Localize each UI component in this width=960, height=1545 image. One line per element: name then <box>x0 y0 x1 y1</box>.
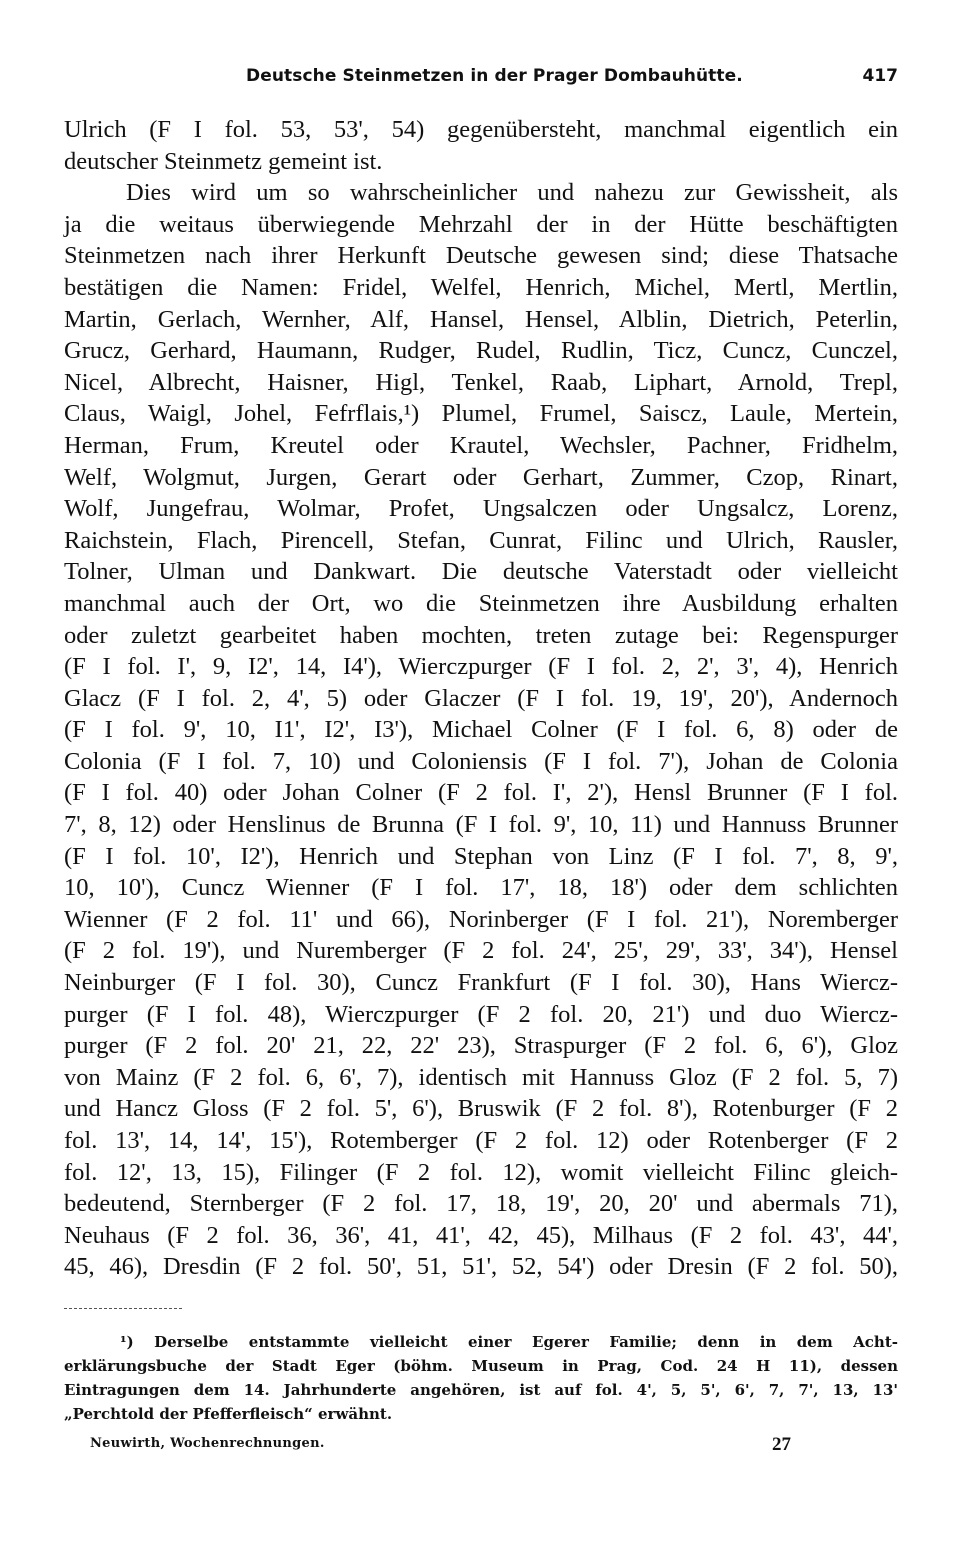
text-line: Dies wird um so wahrscheinlicher und nahezu zur Gewissheit, als <box>126 179 898 207</box>
text-line: Ulrich (F I fol. 53, 53', 54) gegenübersteht, manchmal eigentlich ein <box>64 116 898 143</box>
text-line: Glacz (F I fol. 2, 4', 5) oder Glaczer (F I fol. 19, 19', 20'), Andernoch <box>64 684 898 712</box>
text-line: Neinburger (F I fol. 30), Cuncz Frankfurt (F I fol. 30), Hans Wiercz- <box>64 969 898 997</box>
text-line: Steinmetzen nach ihrer Herkunft Deutsche gewesen sind; diese Thatsache <box>64 242 898 270</box>
body-text <box>64 114 898 1283</box>
running-title: Deutsche Steinmetzen in der Prager Dombauhütte. <box>246 66 743 86</box>
text-line: fol. 12', 13, 15), Filinger (F 2 fol. 12), womit vielleicht Filinc gleich- <box>64 1158 898 1186</box>
signature-mark: Neuwirth, Wochenrechnungen. <box>90 1436 325 1451</box>
text-line: Martin, Gerlach, Wernher, Alf, Hansel, Hensel, Alblin, Dietrich, Peterlin, <box>64 305 898 333</box>
page-number: 417 <box>862 66 898 86</box>
footnotes <box>64 1330 898 1426</box>
text-line: purger (F 2 fol. 20' 21, 22, 22' 23), Straspurger (F 2 fol. 6, 6'), Gloz <box>64 1032 898 1060</box>
footnote-line: erklärungsbuche der Stadt Eger (böhm. Museum in Prag, Cod. 24 H 11), dessen <box>64 1357 898 1375</box>
text-line: Grucz, Gerhard, Haumann, Rudger, Rudel, Rudlin, Ticz, Cuncz, Cunczel, <box>64 337 898 365</box>
text-line: Claus, Waigl, Johel, Fefrflais,¹) Plumel, Frumel, Saiscz, Laule, Mertein, <box>64 400 898 428</box>
text-line: purger (F I fol. 48), Wierczpurger (F 2 fol. 20, 21') und duo Wiercz- <box>64 1000 898 1028</box>
footnote-line: Eintragungen dem 14. Jahrhunderte angehören, ist auf fol. 4', 5, 5', 6', 7, 7', 13, 13' <box>64 1381 898 1399</box>
text-line: deutscher Steinmetz gemeint ist. <box>64 147 383 175</box>
text-line: von Mainz (F 2 fol. 6, 6', 7), identisch mit Hannuss Gloz (F 2 fol. 5, 7) <box>64 1063 898 1091</box>
text-line: Wolf, Jungefrau, Wolmar, Profet, Ungsalczen oder Ungsalcz, Lorenz, <box>64 495 898 523</box>
text-line: Nicel, Albrecht, Haisner, Higl, Tenkel, Raab, Liphart, Arnold, Trepl, <box>64 368 898 396</box>
text-line: Colonia (F I fol. 7, 10) und Coloniensis (F I fol. 7'), Johan de Colonia <box>64 747 898 775</box>
signature-number: 27 <box>772 1434 791 1455</box>
footnote-separator <box>64 1308 182 1309</box>
text-line: (F I fol. 9', 10, I1', I2', I3'), Michael Colner (F I fol. 6, 8) oder de <box>64 716 898 744</box>
text-line: (F 2 fol. 19'), und Nuremberger (F 2 fol. 24', 25', 29', 33', 34'), Hensel <box>64 937 898 965</box>
text-line: 7', 8, 12) oder Henslinus de Brunna (F I fol. 9', 10, 11) und Hannuss Brunner <box>64 811 898 839</box>
text-line: Raichstein, Flach, Pirencell, Stefan, Cunrat, Filinc und Ulrich, Rausler, <box>64 526 898 554</box>
text-line: Neuhaus (F 2 fol. 36, 36', 41, 41', 42, 45), Milhaus (F 2 fol. 43', 44', <box>64 1221 898 1249</box>
text-line: Herman, Frum, Kreutel oder Krautel, Wechsler, Pachner, Fridhelm, <box>64 431 898 459</box>
text-line: (F I fol. 40) oder Johan Colner (F 2 fol. I', 2'), Hensl Brunner (F I fol. <box>64 779 898 807</box>
text-line: fol. 13', 14, 14', 15'), Rotemberger (F 2 fol. 12) oder Rotenberger (F 2 <box>64 1127 898 1154</box>
text-line: (F I fol. 10', I2'), Henrich und Stephan von Linz (F I fol. 7', 8, 9', <box>64 842 898 870</box>
text-line: oder zuletzt gearbeitet haben mochten, treten zutage bei: Regenspurger <box>64 621 898 649</box>
text-line: bedeutend, Sternberger (F 2 fol. 17, 18, 19', 20, 20' und abermals 71), <box>64 1190 898 1218</box>
footnote-line: „Perchtold der Pfefferfleisch“ erwähnt. <box>64 1405 393 1423</box>
text-line: Wienner (F 2 fol. 11' und 66), Norinberger (F I fol. 21'), Noremberger <box>64 905 898 933</box>
text-line: ja die weitaus überwiegende Mehrzahl der in der Hütte beschäftigten <box>64 210 898 238</box>
text-line: (F I fol. I', 9, I2', 14, I4'), Wierczpurger (F I fol. 2, 2', 3', 4), Henrich <box>64 653 898 681</box>
page-header <box>246 66 898 90</box>
text-line: Welf, Wolgmut, Jurgen, Gerart oder Gerhart, Zummer, Czop, Rinart, <box>64 463 898 491</box>
text-line: Tolner, Ulman und Dankwart. Die deutsche Vaterstadt oder vielleicht <box>64 558 898 586</box>
footnote-line: ¹) Derselbe entstammte vielleicht einer Egerer Familie; denn in dem Acht- <box>120 1333 898 1351</box>
text-line: und Hancz Gloss (F 2 fol. 5', 6'), Bruswik (F 2 fol. 8'), Rotenburger (F 2 <box>64 1095 898 1123</box>
text-line: bestätigen die Namen: Fridel, Welfel, Henrich, Michel, Mertl, Mertlin, <box>64 273 898 301</box>
text-line: 10, 10'), Cuncz Wienner (F I fol. 17', 18, 18') oder dem schlichten <box>64 874 898 902</box>
text-line: manchmal auch der Ort, wo die Steinmetzen ihre Ausbildung erhalten <box>64 589 898 617</box>
text-line: 45, 46), Dresdin (F 2 fol. 50', 51, 51', 52, 54') oder Dresin (F 2 fol. 50), <box>64 1253 898 1281</box>
